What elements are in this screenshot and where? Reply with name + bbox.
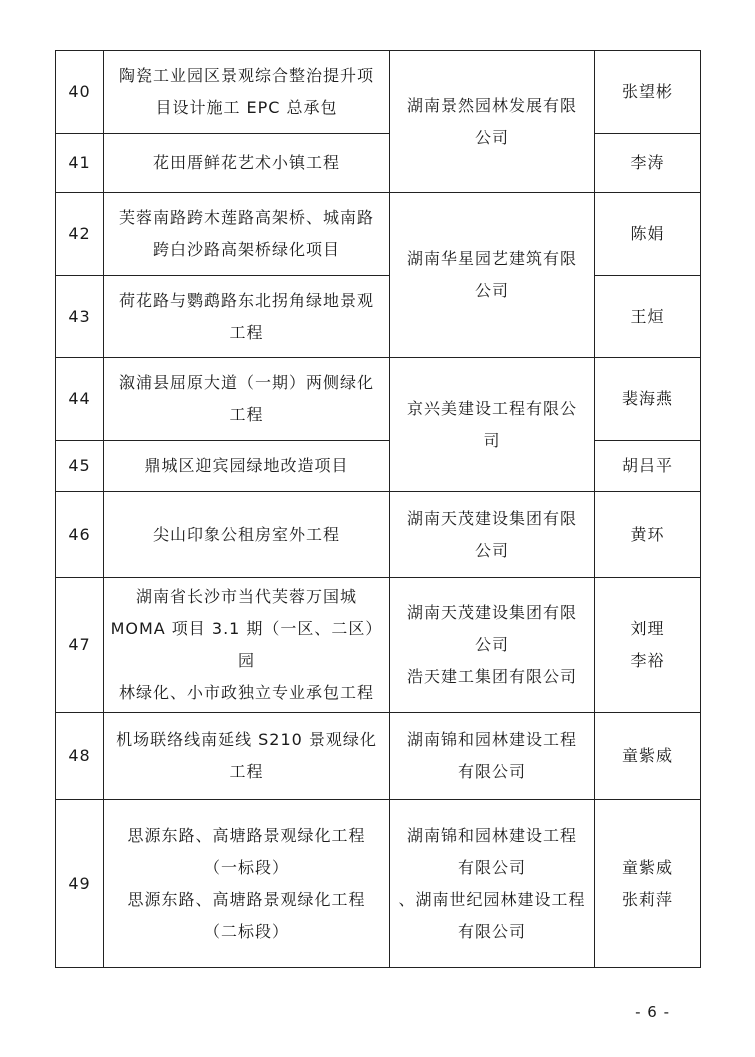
company-name: 湖南锦和园林建设工程 有限公司 — [390, 713, 595, 800]
project-name: 湖南省长沙市当代芙蓉万国城 MOMA 项目 3.1 期（一区、二区）园 林绿化、小市政独立专业承包工程 — [104, 578, 390, 713]
row-number: 44 — [56, 358, 104, 441]
manager-name: 童紫威 张莉萍 — [595, 800, 701, 968]
row-number: 47 — [56, 578, 104, 713]
table-row — [56, 134, 701, 193]
row-number: 45 — [56, 441, 104, 492]
company-name: 湖南天茂建设集团有限 公司 — [390, 492, 595, 578]
manager-name: 陈娟 — [595, 193, 701, 276]
manager-name: 裴海燕 — [595, 358, 701, 441]
company-name: 湖南天茂建设集团有限 公司 浩天建工集团有限公司 — [390, 578, 595, 713]
project-name: 荷花路与鹦鹉路东北拐角绿地景观 工程 — [104, 276, 390, 358]
manager-name: 胡吕平 — [595, 441, 701, 492]
project-name: 花田厝鲜花艺术小镇工程 — [104, 134, 390, 193]
award-table — [55, 50, 701, 968]
row-number: 49 — [56, 800, 104, 968]
table-row — [56, 51, 701, 134]
project-name: 芙蓉南路跨木莲路高架桥、城南路 跨白沙路高架桥绿化项目 — [104, 193, 390, 276]
company-name: 湖南华星园艺建筑有限 公司 — [390, 193, 595, 358]
row-number: 48 — [56, 713, 104, 800]
project-name: 陶瓷工业园区景观综合整治提升项 目设计施工 EPC 总承包 — [104, 51, 390, 134]
project-name: 思源东路、高塘路景观绿化工程 （一标段） 思源东路、高塘路景观绿化工程 （二标段） — [104, 800, 390, 968]
manager-name: 张望彬 — [595, 51, 701, 134]
row-number: 46 — [56, 492, 104, 578]
project-name: 鼎城区迎宾园绿地改造项目 — [104, 441, 390, 492]
row-number: 43 — [56, 276, 104, 358]
table-row — [56, 492, 701, 578]
company-name: 京兴美建设工程有限公 司 — [390, 358, 595, 492]
table-row — [56, 276, 701, 358]
row-number: 42 — [56, 193, 104, 276]
table-row — [56, 193, 701, 276]
table-row — [56, 713, 701, 800]
row-number: 40 — [56, 51, 104, 134]
company-name: 湖南景然园林发展有限 公司 — [390, 51, 595, 193]
company-name: 湖南锦和园林建设工程 有限公司 、湖南世纪园林建设工程 有限公司 — [390, 800, 595, 968]
manager-name: 刘理 李裕 — [595, 578, 701, 713]
manager-name: 王烜 — [595, 276, 701, 358]
project-name: 尖山印象公租房室外工程 — [104, 492, 390, 578]
manager-name: 黄环 — [595, 492, 701, 578]
table-row — [56, 578, 701, 713]
project-name: 机场联络线南延线 S210 景观绿化 工程 — [104, 713, 390, 800]
project-name: 溆浦县屈原大道（一期）两侧绿化 工程 — [104, 358, 390, 441]
table-row — [56, 358, 701, 441]
table-row — [56, 441, 701, 492]
manager-name: 李涛 — [595, 134, 701, 193]
manager-name: 童紫威 — [595, 713, 701, 800]
table-row — [56, 800, 701, 968]
page-number: - 6 - — [635, 1003, 670, 1021]
row-number: 41 — [56, 134, 104, 193]
